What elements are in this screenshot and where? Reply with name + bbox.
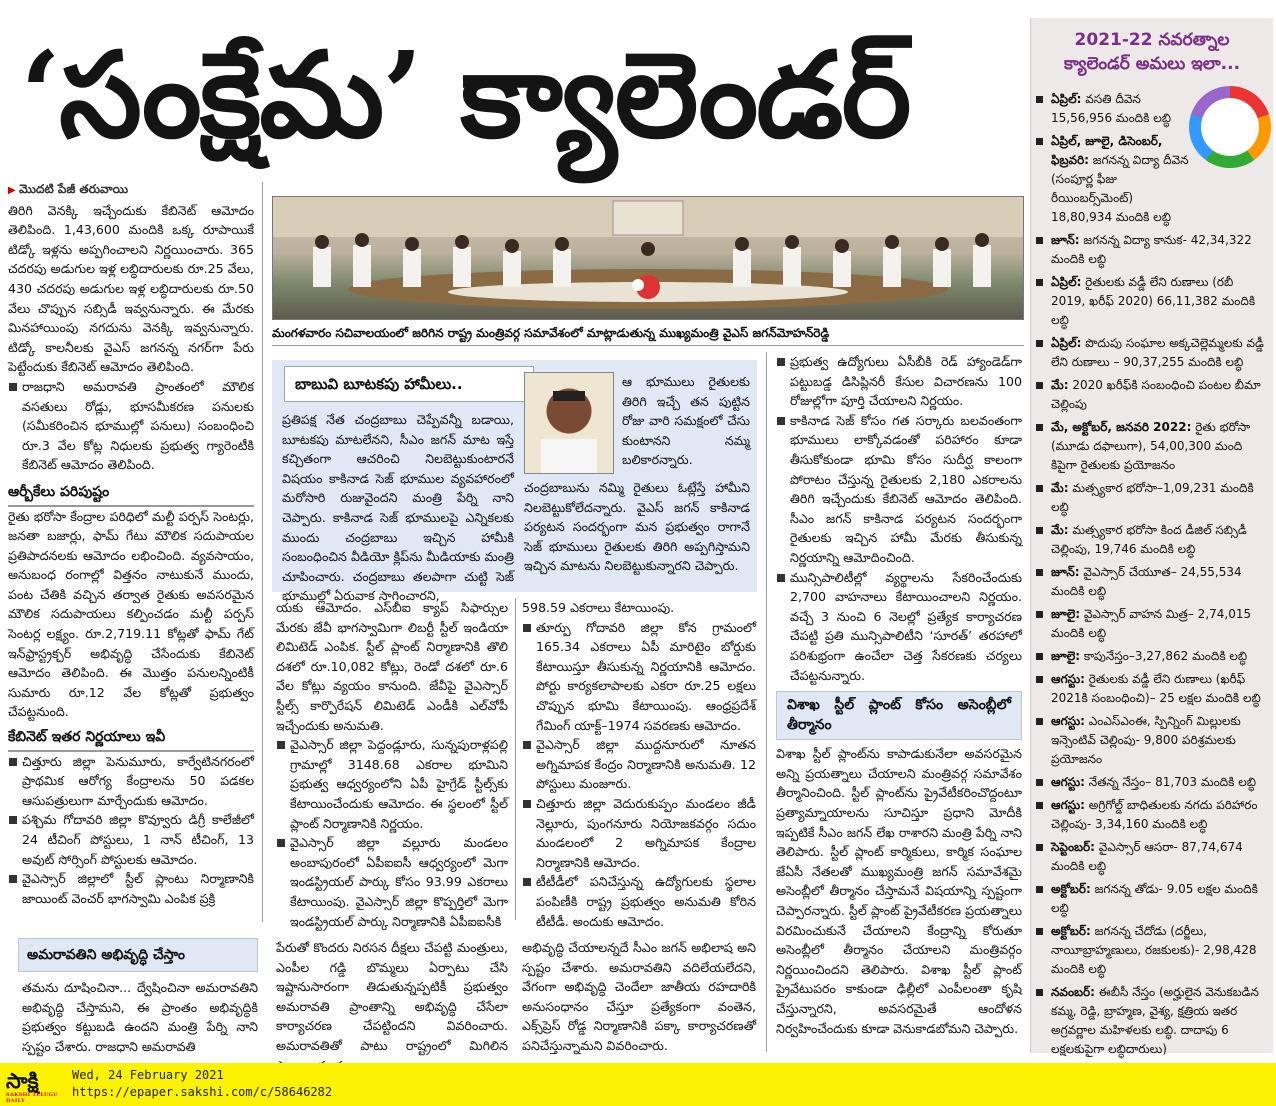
calendar-item-month: ఆగస్టు:: [1051, 672, 1085, 686]
col3-paragraph-1: 598.59 ఎకరాలు కేటాయింపు.: [522, 600, 675, 615]
calendar-item-month: ఏప్రిల్:: [1051, 336, 1082, 350]
calendar-item: [1035, 983, 1267, 1059]
welfare-calendar-sidebar: [1030, 18, 1273, 1056]
calendar-item: [1035, 479, 1267, 517]
subheading-rbk: ఆర్బీకేలు పరిపుష్టం: [8, 483, 254, 507]
promise-box: [272, 360, 757, 604]
calendar-item: [1035, 273, 1267, 330]
column-divider: [515, 598, 516, 920]
calendar-item-month: జూలై:: [1051, 607, 1081, 621]
calendar-item-month: అక్టోబర్:: [1051, 924, 1091, 938]
col3-bullet-1: తూర్పు గోదావరి జిల్లా కోన గ్రామంలో 165.34 ఎకరాలు ఏపీ మారిటైం బోర్డుకు కేటాయిస్తూ తీసుకున్న నిర్ణయానికి ఆమోదం. పోర్టు కార్యకలాపాలకు ఎకరా రూ.25 లక్షలు చొప్పున భూమి కేటాయింపు. ఆంధ్రప్రదేశ్ గేమింగ్ యాక్ట్–1974 సవరణకు ఆమోదం.: [522, 618, 756, 736]
column-4: [776, 352, 1022, 1052]
calendar-item: [1035, 670, 1267, 708]
calendar-item: [1035, 880, 1267, 918]
sidebar-list: [1031, 90, 1273, 1101]
calendar-item-month: మే:: [1051, 481, 1069, 495]
calendar-item-month: ఆగస్టు:: [1051, 775, 1085, 789]
calendar-item-text: అగ్రిగోల్డ్ బాధితులకు నగదు పరిహారం చెల్లింపు- 3,34,160 మందికి లబ్ధి: [1051, 798, 1258, 831]
amaravati-story-title: అమరావతిని అభివృద్ధి చేస్తాం: [18, 938, 258, 972]
amaravati-col-1: తమను దూషించినా... ద్వేషించినా అమరావతిని అభివృద్ధి చేస్తామని, ఈ ప్రాంతం అభివృద్ధికి ప్రభుత్వం కట్టుబడి ఉందని మంత్రి పేర్ని నాని స్పష్టం చేశారు. రాజధాని అమరావతి: [22, 980, 258, 1054]
photo-illustration: [273, 197, 1023, 319]
cabinet-meeting-photo: [272, 196, 1024, 320]
col1-paragraph-1: తిరిగి వెనక్కి ఇచ్చేందుకు కేబినెట్ ఆమోదం తెలిపింది. 1,43,600 మందికి ఒక్క రూపాయికే టిడ్కో ఇళ్లను అప్పగించాలని నిర్ణయించారు. 365 చదరపు అడుగుల ఇళ్ల లబ్ధిదారులకు రూ.25 వేలు, 430 చదరపు అడుగుల ఇళ్ల లబ్ధిదారులకు రూ.50 వేలు చొప్పున సబ్సిడీ ఇవ్వనున్నారు. ఈ మేరకు మినహాయింపు నగదును వెనక్కి ఇవ్వనున్నారు. టిడ్కో కాలనీలకు వైఎస్ జగనన్న నగర్‌గా పేరు పెట్టేందుకు కేబినెట్ ఆమోదం తెలిపింది.: [8, 202, 254, 375]
calendar-item-text: వసతి దీవెన 15,56,956 మందికి లబ్ధి: [1051, 92, 1171, 125]
subheading-other-decisions: కేబినెట్ ఇతర నిర్ణయాలు ఇవీ: [8, 728, 254, 752]
calendar-item: [1035, 838, 1267, 876]
col1-bullet-2: చిత్తూరు జిల్లా పెనుమూరు, కార్వేటినగరంలో ప్రాథమిక ఆరోగ్య కేంద్రాలను 50 పడకల ఆసుపత్రులుగా మార్చేందుకు ఆమోదం.: [8, 752, 254, 811]
col4-bullet-2: కాకినాడ సెజ్ కోసం గత సర్కారు బలవంతంగా భూములు లాక్కోవడంతో పరిహారం కూడా తీసుకోకుండా భూమి కోసం సుదీర్ఘ కాలంగా పోరాటం చేస్తున్న రైతులకు 2,180 ఎకరాలను తిరిగి ఇచ్చేందుకు కేబినెట్ ఆమోదం తెలిపింది. సీఎం జగన్ కాకినాడ పర్యటన సందర్భంగా రైతులకు ఇచ్చిన హామీ మేరకు తీసుకున్న నిర్ణయాన్ని ఆమోదించింది.: [776, 411, 1022, 568]
calendar-item-text: రైతులకు వడ్డీ లేని రుణాలు (ఖరీఫ్ 2021కి సంబంధించి)– 25 లక్షల మందికి లబ్ధి: [1051, 672, 1261, 705]
column-2: [276, 598, 508, 929]
calendar-item-text: వైఎస్సార్ వాహన మిత్ర– 2,74,015 మందికి లబ్ధి: [1051, 607, 1252, 640]
calendar-item: [1035, 90, 1267, 128]
vizag-steel-text: విశాఖ స్టీల్ ప్లాంట్‌ను కాపాడుకునేలా అవసరమైన అన్ని ప్రయత్నాలు చేయాలని మంత్రివర్గ సమావేశం తీర్మానించింది. స్టీల్ ప్లాంట్‌ను ప్రైవేటీకరించొద్దంటూ ప్రత్యామ్నాయాలను సూచిస్తూ ప్రధాని మోదీకి ఇప్పటికే సీఎం జగన్ లేఖ రాశారని మంత్రి పేర్ని నాని తెలిపారు. స్టీల్ ప్లాంట్ కార్మికులు, కార్మిక సంఘాల జేఏసీ నేతలతో ముఖ్యమంత్రి జగన్ సమావేశమై అసెంబ్లీలో తీర్మానం చేస్తామనే విషయాన్ని స్పష్టంగా చెప్పారన్నారు. స్టీల్ ప్లాంట్ ప్రైవేటీకరణ ప్రయత్నాలు విరమించుకునే చేయాలని కేంద్రాన్ని కోరుతూ అసెంబ్లీలో తీర్మానం చేయాలని మంత్రివర్గం నిర్ణయించిందని తెలిపారు. విశాఖ స్టీల్ ప్లాంట్ ప్రైవేటుపరం కాకుండా ఢిల్లీలో ఎంపీలంతా కృషి చేస్తున్నారని, అవసరమైతే ఆందోళన నిర్వహించేందుకు కూడా వెనుకాడబోమని చెప్పారు.: [776, 746, 1022, 1036]
minister-portrait: [524, 372, 614, 474]
calendar-item-text: రైతులకు వడ్డీ లేని రుణాలు (రబీ 2019, ఖరీఫ్ 2020) 66,11,382 మందికి లబ్ధి: [1051, 275, 1256, 327]
calendar-item-month: ఆగస్టు:: [1051, 798, 1085, 812]
sidebar-title-line-2: క్యాలెండర్ అమలు ఇలా...: [1063, 54, 1241, 74]
vizag-steel-box-title: విశాఖ స్టీల్ ప్లాంట్ కోసం అసెంబ్లీలో తీర్మానం: [776, 691, 1022, 740]
col3-bullet-3: చిత్తూరు జిల్లా వెదురుకుప్పం మండలం జీడీ నెల్లూరు, పుంగనూరు నియోజకవర్గం సదుం మండలంలో 2 అగ్నిమాపక కేంద్రాల నిర్మాణానికి ఆమోదం.: [522, 794, 756, 872]
calendar-item-text: జగనన్న విద్యా దీవెన (సంపూర్ణ ఫీజు రీయింబర్స్‌మెంట్) 18,80,934 మందికి లబ్ధి: [1051, 153, 1189, 224]
col1-bullet-4: వైఎస్సార్ జిల్లాలో స్టీల్ ప్లాంటు నిర్మాణానికి జాయింట్ వెంచర్ భాగస్వామి ఎంపిక ప్రక్రి: [8, 869, 254, 908]
calendar-item-text: వైఎస్సార్ ఆసరా- 87,74,674 మందికి లబ్ధి: [1051, 840, 1243, 873]
calendar-item-month: ఆగస్టు:: [1051, 714, 1085, 728]
calendar-item-month: మే, అక్టోబర్, జనవరి 2022:: [1051, 420, 1192, 434]
col1-bullet-1: రాజధాని అమరావతి ప్రాంతంలో మౌలిక వసతులు రోడ్లు, భూసమీకరణ పనులకు (సమీకరించిన భూముల్లో పనులు) సంబంధించి రూ.3 వేల కోట్ల నిధులకు ప్రభుత్వ గ్యారెంటీకి కేబినెట్ ఆమోదం తెలిపింది.: [8, 377, 254, 475]
calendar-item-text: రైతు భరోసా (మూడు దఫాలుగా), 54,00,300 మంది కిపైగా రైతులకు ప్రయోజనం: [1051, 420, 1251, 472]
col4-bullet-3: మున్సిపాలిటీల్లో వ్యర్థాలను సేకరించేందుకు 2,700 వాహనాలు కేటాయించాలని నిర్ణయం. వచ్చే 3 నుంచి 6 నెలల్లో ప్రత్యేక కార్యాచరణ చేపట్టి ప్రతి మున్సిపాలిటీని ‘సూరత్’ తరహాలో పరిశుభ్రంగా ఉంచేలా చెత్త సేకరణకు చర్యలు చేపట్టనున్నారు.: [776, 568, 1022, 686]
calendar-item-text: నేతన్న నేస్తం– 81,703 మందికి లబ్ధి: [1084, 775, 1256, 789]
calendar-item-month: ఏప్రిల్:: [1051, 275, 1082, 289]
col3-bullet-2: వైఎస్సార్ జిల్లా ముద్దనూరులో నూతన అగ్నిమాపక కేంద్రం నిర్మాణానికి అనుమతి. 12 పోస్టులు మంజూరు.: [522, 735, 756, 794]
col3-bullet-4: టీటీడీలో పనిచేస్తున్న ఉద్యోగులకు స్థలాల పంపిణీకి రాష్ట్ర ప్రభుత్వం అనుమతి కోరిన టీటీడీ. అందుకు ఆమోదం.: [522, 872, 756, 931]
column-divider: [262, 182, 263, 922]
promise-right-top-text: ఆ భూములు రైతులకు తిరిగి ఇచ్చే తన పుట్టిన రోజు వారి సమక్షంలో చేసు కుంటానని నమ్మ బలికారన్నారు.: [622, 374, 750, 468]
calendar-item: [1035, 647, 1267, 666]
calendar-item: [1035, 231, 1267, 269]
calendar-item-text: ఎంఎస్ఎంఈ, స్పిన్నింగ్ మిల్లులకు ఇన్సెంటివ్ చెల్లింపు- 9,800 పరిశ్రమలకు ప్రయోజనం: [1051, 714, 1241, 766]
calendar-item-month: ఏప్రిల్:: [1051, 92, 1082, 106]
calendar-item-month: జూలై:: [1051, 649, 1081, 663]
calendar-item: [1035, 334, 1267, 372]
column-1: [8, 180, 254, 920]
calendar-item: [1035, 376, 1267, 414]
calendar-item-month: మే:: [1051, 378, 1069, 392]
calendar-item-text: పొదుపు సంఘాల అక్కచెల్లెమ్మలకు వడ్డీ లేని రుణాలు – 90,37,255 మందికి లబ్ధి: [1051, 336, 1264, 369]
amaravati-col-2: పేరుతో కొందరు నిరసన దీక్షలు చేపట్టి మంత్రులు, ఎంపీల గడ్డి బొమ్మలు ఏర్పాటు చేసి ఇష్టానుసారంగా తిడుతున్నప్పటికీ ప్రభుత్వం అమరావతి ప్రాంతాన్ని అభివృద్ధి చేసేలా కార్యాచరణ చేపట్టిందని వివరించారు. అమరావతితో పాటు రాష్ట్రంలో మిగిలిన: [276, 940, 508, 1053]
col2-bullet-1: వైఎస్సార్ జిల్లా పెద్దండ్లూరు, సున్నపురాళ్లపల్లి గ్రామాల్లో 3148.68 ఎకరాల భూమిని ప్రభుత్వ ఆధ్వర్యంలోని ఏపీ హైగ్రేడ్ స్టీల్స్‌కు కేటాయించేందుకు ఆమోదం. ఈ స్థలంలో స్టీల్ ప్లాంట్ నిర్మాణానికి నిర్ణయం.: [276, 735, 508, 833]
calendar-item-text: జగనన్న తోడు- 9.05 లక్షల మందికి లబ్ధి: [1051, 882, 1258, 915]
promise-box-title: బాబువి బూటకపు హామీలు..: [284, 366, 534, 402]
col1-paragraph-2: రైతు భరోసా కేంద్రాల పరిధిలో మల్టీ పర్పస్ సెంటర్లు, జనతా బజార్లు, ఫామ్ గేటు మౌలిక సదుపాయల ప్రతిపాదనలకు ఆమోదం లభించింది. వ్యవసాయం, అనుబంధ రంగాల్లో విత్తనం నాటుకునే ముందు, పంట చేతికి వచ్చిన తర్వాత రైతుకు అవసరమైన మౌలిక సదుపాయలు కల్పించడం మల్టీ పర్పస్ సెంటర్ల లక్ష్యం. రూ.2,719.11 కోట్లతో ఫామ్ గేట్ ఇన్‌ఫ్రాస్ట్రక్చర్ అభివృద్ధి చేసేందుకు కేబినెట్ ఆమోదం తెలిపింది. ఈ మొత్తం పనులన్నింటికీ సుమారు రూ.12 వేల కోట్లతో ప్రభుత్వం చేపట్టనుంది.: [8, 508, 254, 720]
calendar-item: [1035, 712, 1267, 769]
column-3: [522, 598, 756, 929]
amaravati-col-3: అభివృద్ధి చేయాలన్నదే సీఎం జగన్ అభిలాష అని స్పష్టం చేశారు. అమరావతిని వదిలేయలేదని, వేగంగా అభివృద్ధి చెందేలా జాతీయ రహదారికి అనుసంధానం చేస్తూ ప్రత్యేకంగా వంతెన, ఎక్స్‌ప్రెస్ రోడ్డ నిర్మాణానికి పక్కా కార్యాచరణతో పనిచేస్తున్నామని వివరించారు.: [522, 940, 756, 1053]
calendar-item: [1035, 796, 1267, 834]
calendar-item-text: మత్స్యకార భరోసా కింద డీజిల్ సబ్సిడీ చెల్లింపు, 19,746 మందికి లబ్ధి: [1051, 523, 1247, 556]
logo-subtext: SAKSHI TELUGU DAILY: [6, 1092, 58, 1104]
calendar-item: [1035, 563, 1267, 601]
calendar-item-text: ఈబీసీ నేస్తం (అర్హులైన వెనుకబడిన కమ్మ, రెడ్డి, బ్రాహ్మణ, వైశ్య, క్షత్రియ ఇతర అగ్రవర్ణాల మహిళలకు లబ్ధి. దాదాపు 6 లక్షలకుపైగా లబ్ధిదారులు): [1051, 985, 1259, 1056]
photo-caption: మంగళవారం సచివాలయంలో జరిగిన రాష్ట్ర మంత్రివర్గ సమావేశంలో మాట్లాడుతున్న ముఖ్యమంత్రి వైఎస్ జగన్‌మోహన్‌రెడ్డి: [272, 326, 830, 340]
sakshi-logo: [6, 1068, 62, 1104]
calendar-item-text: జగనన్న విద్యా కానుక- 42,34,322 మందికి లబ్ధి: [1051, 233, 1252, 266]
col2-bullet-2: వైఎస్సార్ జిల్లా వల్లూరు మండలం అంబాపురంలో ఏపీఐఐసీ ఆధ్వర్యంలో మెగా ఇండస్ట్రియల్ పార్కు కోసం 93.99 ఎకరాలు కేటాయింపు. వైఎస్సార్ జిల్లా కొప్పర్తిలో మెగా ఇండస్ట్రియల్ పార్కు నిర్మాణానికి ఏపీఐఐసీకి: [276, 833, 508, 931]
calendar-item-month: ఏప్రిల్, జూలై, డిసెంబర్, ఫిబ్రవరి:: [1051, 134, 1163, 167]
logo-text: సాక్షి: [6, 1068, 39, 1093]
calendar-item-text: జగనన్న చేదోడు (దర్జీలు, నాయీబ్రాహ్మణులు, రజకులకు)- 2,98,428 మందికి లబ్ధి: [1051, 924, 1257, 976]
footer-date: Wed, 24 February 2021: [72, 1068, 224, 1082]
calendar-item-month: అక్టోబర్:: [1051, 882, 1091, 896]
calendar-item: [1035, 605, 1267, 643]
col1-bullet-3: పశ్చిమ గోదావరి జిల్లా కొవ్వూరు డిగ్రీ కాలేజీలో 24 టీచింగ్ పోస్టులు, 1 నాన్ టీచింగ్, 13 అవుట్ సోర్సింగ్ పోస్టులకు ఆమోదం.: [8, 810, 254, 869]
caption-rule: [272, 345, 1024, 346]
calendar-item: [1035, 922, 1267, 979]
continued-label: ▶ మొదటి పేజీ తరువాయి: [8, 180, 254, 201]
calendar-item-text: 2020 ఖరీఫ్‌కి సంబంధించి పంటల బీమా చెల్లింపు: [1051, 378, 1261, 411]
promise-right-bottom-text: చంద్రబాబును నమ్మి రైతులు ఓట్లేస్తే హామీని నిలబెట్టుకోలేదన్నారు. వైఎస్ జగన్ కాకినాడ పర్యటన సందర్భంగా మన ప్రభుత్వం రాగానే సెజ్ భూములు రైతులకు తిరిగి అప్పగిస్తామని ఇచ్చిన మాటను నిలబెట్టుకున్నారని చెప్పారు.: [524, 480, 750, 574]
main-headline: ‘సంక్షేమ’ క్యాలెండర్: [20, 25, 910, 164]
column-divider: [766, 352, 767, 1052]
sidebar-title-line-1: 2021-22 నవరత్నాల: [1074, 30, 1230, 50]
calendar-item-month: నవంబర్:: [1051, 985, 1095, 999]
footer-url[interactable]: https://epaper.sakshi.com/c/58646282: [72, 1085, 333, 1099]
calendar-item: [1035, 132, 1267, 227]
col4-bullet-1: ప్రభుత్వ ఉద్యోగులు ఏసీబీకి రెడ్ హ్యాండెడ్‌గా పట్టుబడ్డ డిసిప్లినరీ కేసుల విచారణను 100 రోజుల్లోగా పూర్తి చేయాలని నిర్ణయం.: [776, 352, 1022, 411]
col2-paragraph-1: యకు ఆమోదం. ఎస్‌బీఐ క్యాప్ సిఫార్సుల మేరకు జేవీ భాగస్వామిగా లిబర్టీ స్టీల్ ఇండియా లిమిటెడ్ ఎంపిక. స్టీల్ ప్లాంట్ నిర్మాణానికి తొలి దశలో రూ.10,082 కోట్లు, రెండో దశలో రూ.6 వేల కోట్లు వ్యయం కానుంది. జేవీపై వైఎస్సార్ స్టీల్స్ కార్పొరేషన్ లిమిటెడ్ ఎండీకి ఎల్‌వోపీ ఇచ్చేందుకు అనుమతి.: [276, 600, 508, 733]
promise-left-text: ప్రతిపక్ష నేత చంద్రబాబు చెప్పేవన్నీ బడాయి, బూటకపు మాటలేనని, సీఎం జగన్ మాట ఇస్తే కచ్చితంగా ఆచరించి నిలబెట్టుకుంటారనే విషయం కాకినాడ సెజ్ భూముల వ్యవహారంలో మరోసారి రుజువైందని మంత్రి పేర్ని నాని చెప్పారు. కాకినాడ సెజ్ భూములపై ఎన్నికలకు ముందు చంద్రబాబు ఇచ్చిన హామీకి సంబంధించిన వీడియో క్లిప్‌ను మీడియాకు మంత్రి చూపించారు. చంద్రబాబు తలపాగా చుట్టి సెజ్ భూముల్లో ఏరువాక సాగించారని,: [282, 412, 514, 604]
calendar-item: [1035, 521, 1267, 559]
calendar-item-month: సెప్టెంబర్:: [1051, 840, 1095, 854]
calendar-item-text: వైఎస్సార్ చేయూత– 24,55,534 మందికి లబ్ధి: [1051, 565, 1242, 598]
calendar-item-text: మత్స్యకార భరోసా–1,09,231 మందికి లబ్ధి: [1051, 481, 1254, 514]
calendar-item: [1035, 773, 1267, 792]
calendar-item-text: కాపునేస్తం–3,27,862 మందికి లబ్ధి: [1080, 649, 1248, 663]
calendar-item: [1035, 418, 1267, 475]
calendar-item-month: మే:: [1051, 523, 1069, 537]
calendar-item-month: జూన్:: [1051, 233, 1080, 247]
person-portrait-icon: [525, 373, 613, 473]
calendar-item-month: జూన్:: [1051, 565, 1080, 579]
